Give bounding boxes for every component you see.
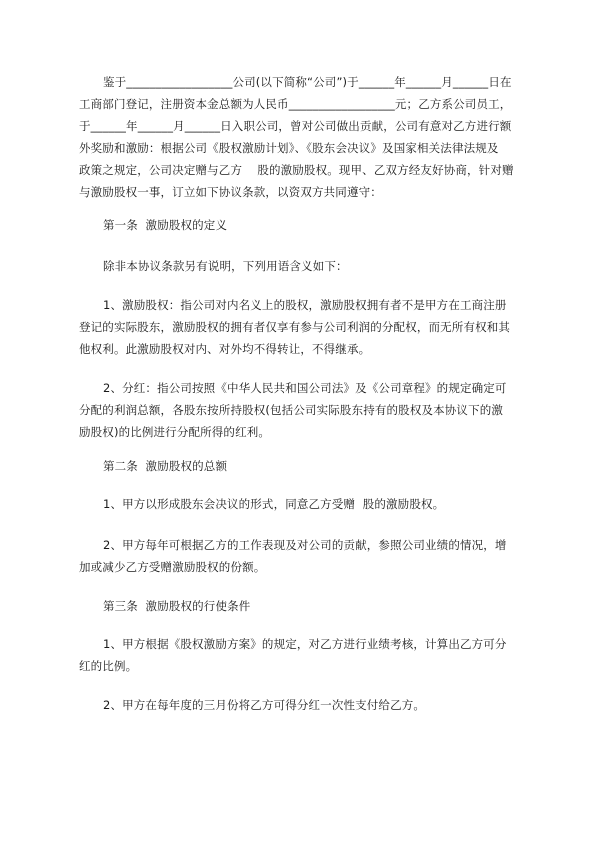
intro-line-3: 于______年______月______日入职公司，曾对公司做出贡献，公司有意对乙方进行额 xyxy=(79,119,512,133)
article-2-p1: 1、甲方以形成股东会决议的形式，同意乙方受赠 股的激励股权。 xyxy=(103,497,445,511)
intro-line-2: 工商部门登记，注册资本金总额为人民币__________________元；乙方系公司员工， xyxy=(79,97,512,111)
article-3-p2: 2、甲方在每年度的三月份将乙方可得分红一次性支付给乙方。 xyxy=(103,698,426,712)
article-1-p2-line-3: 励股权)的比例进行分配所得的红利。 xyxy=(79,425,271,439)
article-1-p1-line-2: 登记的实际股东，激励股权的拥有者仅享有参与公司利润的分配权，而无所有权和其 xyxy=(79,320,511,334)
article-1-p1-line-3: 他权利。此激励股权对内、对外均不得转让，不得继承。 xyxy=(79,342,371,356)
article-2-p2-line-2: 加或减少乙方受赠激励股权的份额。 xyxy=(79,560,266,574)
intro-line-6: 与激励股权一事，订立如下协议条款，以资双方共同遵守： xyxy=(79,185,382,199)
article-1-p2-line-1: 2、分红：指公司按照《中华人民共和国公司法》及《公司章程》的规定确定可 xyxy=(103,381,507,395)
article-1-p2-line-2: 分配的利润总额，各股东按所持股权(包括公司实际股东持有的股权及本协议下的激 xyxy=(79,403,504,417)
article-1-intro: 除非本协议条款另有说明，下列用语含义如下： xyxy=(103,259,348,273)
article-2-title: 第二条 激励股权的总额 xyxy=(103,459,228,473)
article-3-title: 第三条 激励股权的行使条件 xyxy=(103,599,251,613)
article-3-p1-line-1: 1、甲方根据《股权激励方案》的规定，对乙方进行业绩考核，计算出乙方可分 xyxy=(103,637,507,651)
article-1-p1-line-1: 1、激励股权：指公司对内名义上的股权，激励股权拥有者不是甲方在工商注册 xyxy=(103,298,507,312)
intro-line-5: 政策之规定，公司决定赠与乙方 股的激励股权。现甲、乙双方经友好协商，针对赠 xyxy=(79,163,514,177)
intro-line-4: 外奖励和激励：根据公司《股权激励计划》、《股东会决议》及国家相关法律法规及 xyxy=(79,141,499,155)
article-3-p1-line-2: 红的比例。 xyxy=(79,659,138,673)
article-1-title: 第一条 激励股权的定义 xyxy=(103,218,228,232)
intro-line-1: 鉴于__________________公司(以下简称“公司”)于______年______月______日在 xyxy=(103,75,512,89)
article-2-p2-line-1: 2、甲方每年可根据乙方的工作表现及对公司的贡献，参照公司业绩的情况，增 xyxy=(103,538,507,552)
